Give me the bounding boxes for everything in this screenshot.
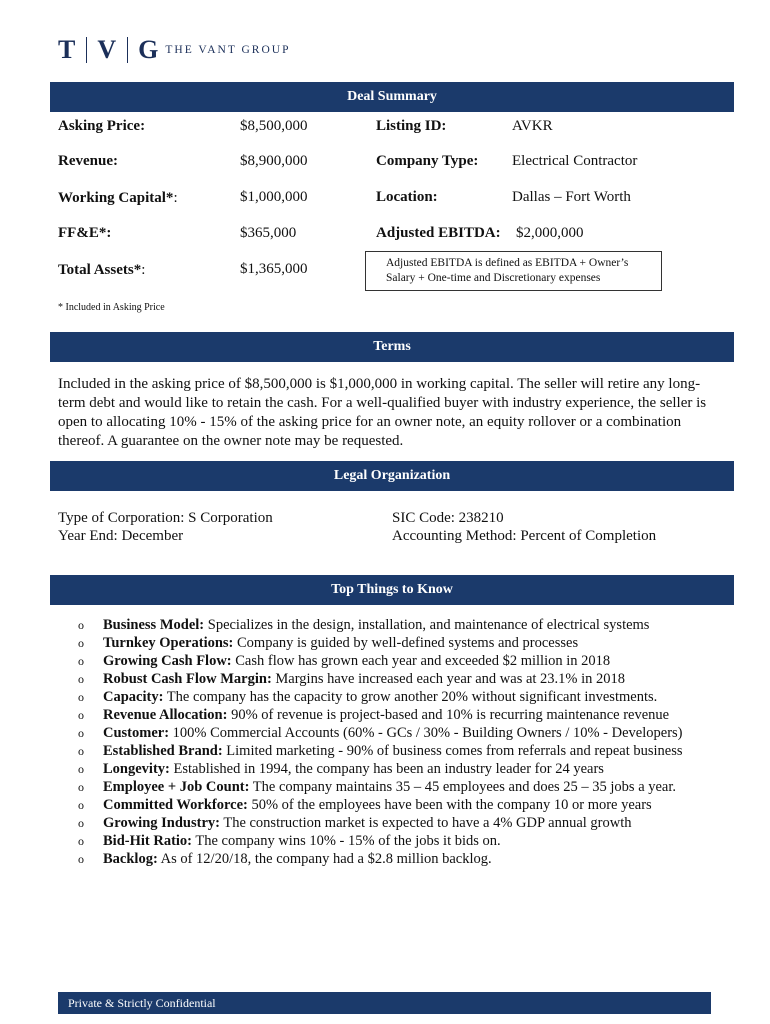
sic-code: SIC Code: 238210	[392, 510, 504, 526]
bullet-icon: o	[78, 744, 84, 758]
location-label: Location:	[376, 189, 438, 205]
bullet-icon: o	[78, 726, 84, 740]
bullet-icon: o	[78, 654, 84, 668]
revenue-label: Revenue:	[58, 153, 118, 169]
list-item-text: As of 12/20/18, the company had a $2.8 million backlog.	[157, 851, 492, 867]
adjusted-ebitda-label: Adjusted EBITDA:	[376, 225, 501, 241]
working-capital-label-wrap	[58, 189, 178, 207]
list-item-text: The construction market is expected to have a 4% GDP annual growth	[219, 815, 632, 831]
accounting-method: Accounting Method: Percent of Completion	[392, 528, 657, 544]
terms-header: Terms	[50, 332, 734, 362]
list-item	[78, 760, 738, 778]
list-item	[78, 778, 738, 796]
list-item-text: 100% Commercial Accounts (60% - GCs / 30% - Building Owners / 10% - Developers)	[169, 725, 683, 741]
logo-letter-v: V	[97, 35, 118, 64]
list-item	[78, 670, 738, 688]
total-assets-value: $1,365,000	[240, 261, 308, 277]
list-item-label: Established Brand:	[103, 743, 223, 759]
company-logo	[58, 32, 291, 68]
list-item	[78, 634, 738, 652]
bullet-icon: o	[78, 816, 84, 830]
bullet-icon: o	[78, 618, 84, 632]
ffe-label: FF&E*:	[58, 225, 112, 241]
list-item-text: 50% of the employees have been with the company 10 or more years	[247, 797, 652, 813]
bullet-icon: o	[78, 798, 84, 812]
bullet-icon: o	[78, 852, 84, 866]
working-capital-colon: :	[173, 190, 178, 206]
list-item-label: Business Model:	[103, 617, 205, 633]
terms-paragraph: Included in the asking price of $8,500,000 is $1,000,000 in working capital. The seller will retire any long-term debt and would like to retain the cash. For a well-qualified buyer with industry experience, the seller is open to allocating 10% - 15% of the asking price for an owner note, an equity rollover or a combination thereof. A guarantee on the owner note may be requested.	[58, 376, 707, 449]
logo-tagline: THE VANT GROUP	[165, 44, 291, 56]
list-item	[78, 832, 738, 850]
total-assets-colon: :	[141, 262, 146, 278]
footnote-included-in-asking-price: * Included in Asking Price	[58, 302, 165, 313]
list-item-label: Bid-Hit Ratio:	[103, 833, 193, 849]
list-item-text: Company is guided by well-defined systems and processes	[233, 635, 579, 651]
list-item-label: Capacity:	[103, 689, 164, 705]
bullet-icon: o	[78, 708, 84, 722]
list-item-label: Growing Cash Flow:	[103, 653, 232, 669]
list-item	[78, 850, 738, 868]
list-item-text: Established in 1994, the company has been an industry leader for 24 years	[169, 761, 604, 777]
list-item	[78, 652, 738, 670]
list-item	[78, 814, 738, 832]
logo-divider	[127, 37, 128, 63]
logo-letter-g: G	[138, 35, 160, 64]
bullet-icon: o	[78, 672, 84, 686]
list-item-label: Customer:	[103, 725, 170, 741]
list-item	[78, 796, 738, 814]
location-value: Dallas – Fort Worth	[512, 189, 631, 205]
list-item-text: Margins have increased each year and was at 23.1% in 2018	[271, 671, 626, 687]
total-assets-label: Total Assets*	[58, 262, 142, 278]
list-item-text: The company maintains 35 – 45 employees and does 25 – 35 jobs a year.	[249, 779, 677, 795]
list-item	[78, 724, 738, 742]
list-item-label: Growing Industry:	[103, 815, 220, 831]
revenue-value: $8,900,000	[240, 153, 308, 169]
corporation-type: Type of Corporation: S Corporation	[58, 510, 273, 526]
asking-price-value: $8,500,000	[240, 118, 308, 134]
bullet-icon: o	[78, 834, 84, 848]
list-item-text: 90% of revenue is project-based and 10% is recurring maintenance revenue	[227, 707, 670, 723]
list-item	[78, 688, 738, 706]
list-item-label: Revenue Allocation:	[103, 707, 228, 723]
list-item-label: Turnkey Operations:	[103, 635, 234, 651]
list-item	[78, 616, 738, 634]
list-item	[78, 706, 738, 724]
working-capital-label: Working Capital*	[58, 190, 174, 206]
legal-organization-header: Legal Organization	[50, 461, 734, 491]
year-end: Year End: December	[58, 528, 184, 544]
list-item-label: Robust Cash Flow Margin:	[103, 671, 272, 687]
adjusted-ebitda-value: $2,000,000	[516, 225, 584, 241]
company-type-label: Company Type:	[376, 153, 479, 169]
list-item-text: The company has the capacity to grow another 20% without significant investments.	[163, 689, 658, 705]
list-item-text: Specializes in the design, installation, and maintenance of electrical systems	[204, 617, 650, 633]
listing-id-value: AVKR	[512, 118, 553, 134]
bullet-icon: o	[78, 636, 84, 650]
logo-letter-t: T	[58, 35, 77, 64]
listing-id-label: Listing ID:	[376, 118, 447, 134]
top-things-list	[78, 616, 738, 868]
list-item	[78, 742, 738, 760]
top-things-header: Top Things to Know	[50, 575, 734, 605]
list-item-label: Employee + Job Count:	[103, 779, 250, 795]
list-item-text: Limited marketing - 90% of business comes from referrals and repeat business	[222, 743, 683, 759]
bullet-icon: o	[78, 762, 84, 776]
total-assets-label-wrap	[58, 261, 145, 279]
bullet-icon: o	[78, 780, 84, 794]
ffe-value: $365,000	[240, 225, 297, 241]
asking-price-label: Asking Price:	[58, 118, 146, 134]
ebitda-definition-note: Adjusted EBITDA is defined as EBITDA + Owner’s Salary + One-time and Discretionary expenses	[365, 251, 662, 291]
confidential-footer: Private & Strictly Confidential	[58, 992, 711, 1014]
list-item-label: Backlog:	[103, 851, 158, 867]
list-item-text: The company wins 10% - 15% of the jobs it bids on.	[192, 833, 501, 849]
working-capital-value: $1,000,000	[240, 189, 308, 205]
deal-summary-header: Deal Summary	[50, 82, 734, 112]
list-item-label: Committed Workforce:	[103, 797, 248, 813]
list-item-label: Longevity:	[103, 761, 170, 777]
company-type-value: Electrical Contractor	[512, 153, 638, 169]
logo-divider	[86, 37, 87, 63]
list-item-text: Cash flow has grown each year and exceeded $2 million in 2018	[231, 653, 611, 669]
bullet-icon: o	[78, 690, 84, 704]
